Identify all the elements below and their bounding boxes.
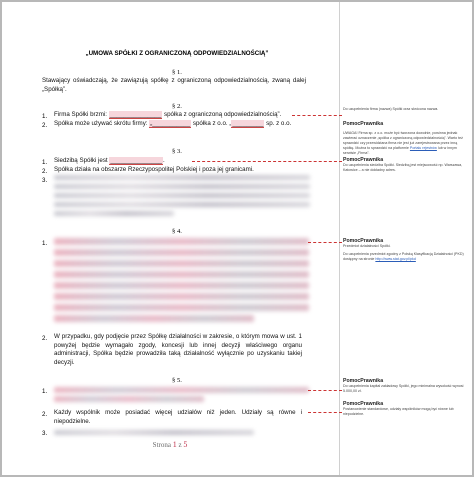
clause-text: Siedzibą Spółki jest [54,157,110,164]
firm-name-clause [54,111,314,120]
section-1-text: Stawający oświadczają, że zawiązują spółkę z ograniczoną odpowiedzialnością, zwaną dalej „Spółką”. [42,77,306,93]
comment-body: UWAGA! Firma sp. z o.o. może być tworzona dowolnie, powinna jednak zawierać oznaczenie „spółka z ograniczoną odpowiedzialnością”. Warto też sprawdzić czy przewidziana firma nie jest już zarejestrowana przez inną spółkę. Można to sprawdzić na platformie [343,131,463,150]
comment-text [343,131,469,156]
clause-text: Firma Spółki brzmi: [54,111,109,118]
redacted-text [54,315,254,322]
comment-connector [308,390,342,391]
clause-text: Spółka może używać skrótu firmy: [54,120,150,127]
clause-text: sp. z o.o. [264,120,292,127]
territory-clause: Spółka działa na obszarze Rzeczypospolitej Polskiej i poza jej granicami. [54,166,254,173]
document-page [2,2,472,475]
redacted-text [54,271,309,278]
document-body [2,2,338,475]
clause-text: spółka z o.o. „ [191,120,232,127]
comment-link[interactable]: http://www.stat.gov.pl/pkd [375,257,416,261]
comment-body: Do uzupełnienia przedmiot zgodny z Polską Klasyfikacją Działalności (PKD) dostępny na stronie [343,252,464,261]
redacted-text [54,282,309,289]
page-total: 5 [183,440,188,449]
comment-text: Postanowienie standardowe, udziały wspólników mogą być równe lub niepodzielne. [343,407,454,416]
comment-balloon[interactable] [343,401,469,417]
list-number: 3. [42,177,48,184]
comment-author: PomocPrawnika [343,157,384,163]
comment-text: Do uzupełnienia siedziba Spółki. Siedzibą jest miejscowość np. Warszawa, Katowice – a nie dokładny adres. [343,163,463,172]
firm-name-field[interactable]: _______________ [109,111,162,118]
comment-balloon[interactable] [343,107,469,112]
comment-connector [292,115,342,116]
redacted-text [54,304,309,311]
margin-divider [339,2,340,475]
comment-author: PomocPrawnika [343,401,384,407]
redacted-text [54,260,309,267]
section-5-heading: § 5. [172,377,182,384]
comment-author: PomocPrawnika [343,238,384,244]
redacted-text [54,396,204,402]
section-1-heading: § 1. [172,69,182,76]
comment-connector [192,161,342,162]
list-number: 1. [42,240,48,247]
comment-connector [308,242,342,243]
comment-balloon[interactable] [343,378,469,394]
firm-abbrev-field-2[interactable]: _________ [232,120,264,127]
comment-author: PomocPrawnika [343,378,384,384]
comment-body: lub w innym serwisie „Firma”. [343,146,457,155]
section-3-heading: § 3. [172,148,182,155]
comment-text: Do uzupełnienia firma (nazwa) Spółki oraz skrócona nazwa. [343,107,439,111]
clause-text: . [163,157,165,164]
redacted-text [54,211,174,216]
list-number: 1. [42,159,48,166]
comment-connector [308,412,342,413]
redacted-text [54,293,309,300]
comment-link[interactable]: Portalu rejestrów [409,146,437,150]
redacted-text [54,184,310,189]
page-footer [2,440,338,449]
redacted-text [54,249,309,256]
page-number: 1 [172,440,177,449]
list-number: 2. [42,168,48,175]
list-number: 2. [42,122,48,129]
seat-field[interactable]: _______________ [110,157,162,164]
list-number: 2. [42,411,48,418]
list-number: 1. [42,388,48,395]
permits-clause: W przypadku, gdy podjęcie przez Spółkę działalności w zakresie, o którym mowa w ust. 1 powyżej będzie wymagało zgody, koncesji lub innej decyzji właściwego organu administracji, Spółka będzie prowadziła taką działalność wyłącznie po uzyskaniu takiej decyzji. [54,333,302,366]
section-2-heading: § 2. [172,103,182,110]
comment-author: PomocPrawnika [343,121,384,127]
redacted-text [54,238,309,245]
comment-text [343,252,469,262]
clause-text: spółka z ograniczoną odpowiedzialnością”. [162,111,282,118]
shares-clause: Każdy wspólnik może posiadać więcej udziałów niż jeden. Udziały są równe i niepodzielne. [54,409,302,425]
redacted-text [54,387,309,393]
firm-abbrev-field[interactable]: „___________ [150,120,191,127]
comment-text: Przedmiot działalności Spółki. [343,244,391,248]
document-title: „UMOWA SPÓŁKI Z OGRANICZONĄ ODPOWIEDZIALNOŚCIĄ” [85,50,269,57]
redacted-text [54,430,254,435]
footer-text: z [176,441,184,449]
firm-abbrev-clause [54,120,316,129]
comment-balloon[interactable] [343,238,469,262]
list-number: 1. [42,113,48,120]
section-4-heading: § 4. [172,228,182,235]
comment-balloon[interactable] [343,121,469,156]
list-number: 2. [42,335,48,342]
comment-text: Do uzupełnienia kapitał zakładowy Spółki, jego minimalna wysokość wynosi 5.000,00 zł. [343,384,464,393]
redacted-text [54,202,310,207]
redacted-text [54,193,310,198]
redacted-text [54,175,310,180]
footer-text: Strona [152,441,173,449]
list-number: 3. [42,430,48,437]
comment-balloon[interactable] [343,157,469,173]
